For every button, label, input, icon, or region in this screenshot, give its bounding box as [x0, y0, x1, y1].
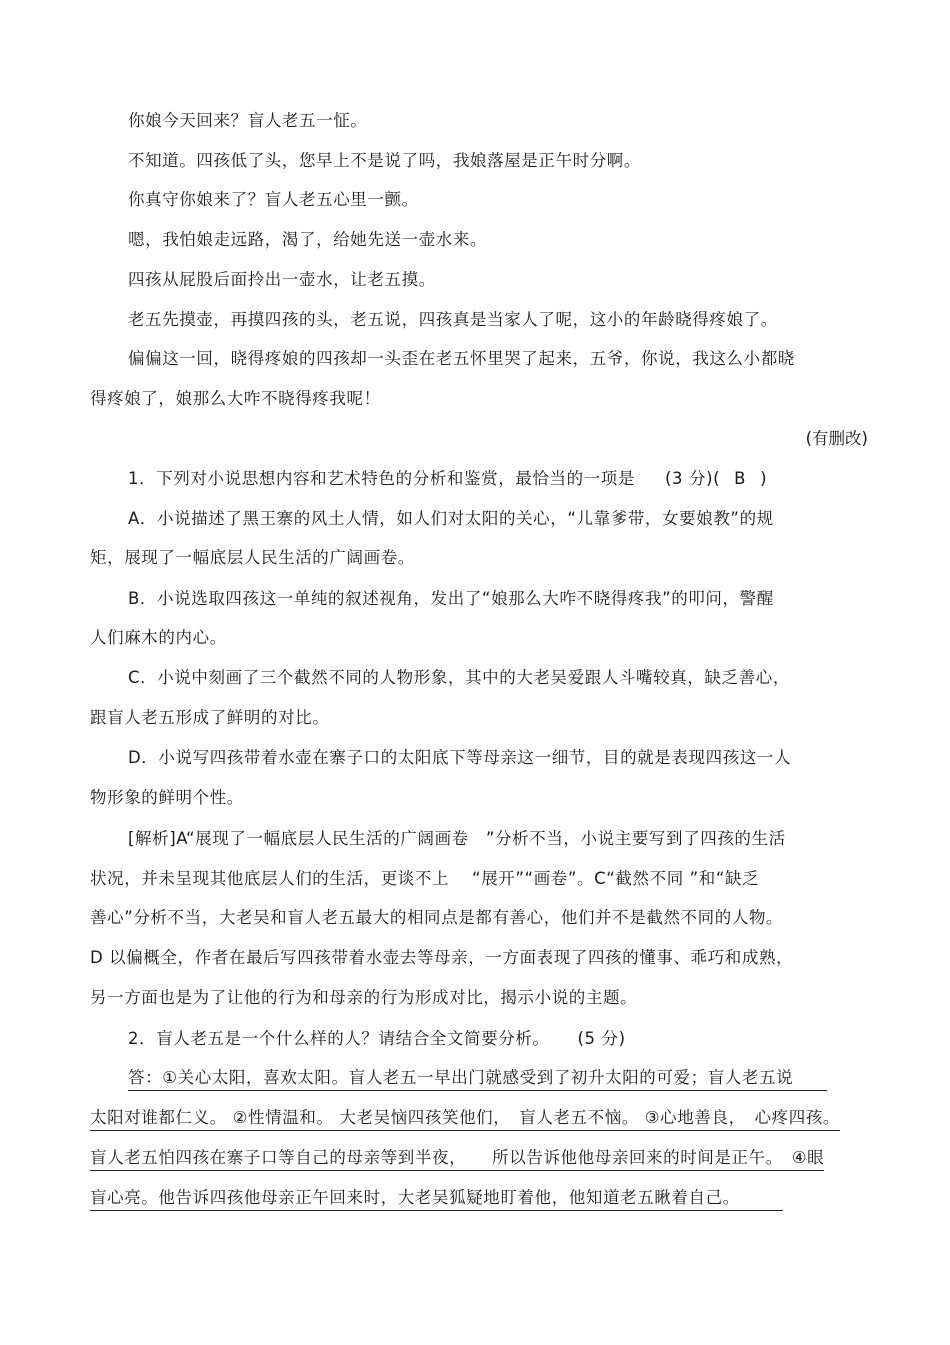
answer-line: 盲心亮。他告诉四孩他母亲正午回来时，大老吴狐疑地盯着他，他知道老五瞅着自己。: [90, 1187, 783, 1211]
answer-line: 太阳对谁都仁义。 ②性情温和。 大老吴恼四孩笑他们， 盲人老五不恼。 ③心地善良， 心疼四孩。: [90, 1107, 840, 1131]
story-paragraph: 四孩从屁股后面拎出一壶水，让老五摸。: [128, 270, 436, 289]
option-b-cont: 人们麻木的内心。: [90, 628, 227, 647]
question-1-stem: [128, 468, 767, 490]
analysis-line: 状况，并未呈现其他底层人们的生活，更谈不上 “展开”“画卷”。C“截然不同 ”和“缺乏: [90, 869, 760, 888]
story-paragraph: 嗯，我怕娘走远路，渴了，给她先送一壶水来。: [128, 230, 488, 249]
question-1-answer: B: [734, 469, 747, 488]
story-paragraph-cont: 得疼娘了，娘那么大咋不晓得疼我呢！: [90, 389, 381, 408]
option-a: A．小说描述了黑王寨的风土人情，如人们对太阳的关心，“儿靠爹带，女要娘教”的规: [128, 509, 774, 528]
option-d: D．小说写四孩带着水壶在寨子口的太阳底下等母亲这一细节，目的就是表现四孩这一人: [128, 748, 792, 767]
question-1-close: ): [760, 469, 768, 488]
question-2-score: (5 分): [577, 1029, 626, 1048]
option-b: B．小说选取四孩这一单纯的叙述视角，发出了“娘那么大咋不晓得疼我”的叩问，警醒: [128, 589, 774, 608]
question-2-stem: [128, 1028, 626, 1050]
option-c-cont: 跟盲人老五形成了鲜明的对比。: [90, 708, 330, 727]
analysis-line: 另一方面也是为了让他的行为和母亲的行为形成对比，揭示小说的主题。: [90, 988, 638, 1007]
analysis-line: [解析]A“展现了一幅底层人民生活的广阔画卷 ”分析不当，小说主要写到了四孩的生活: [128, 829, 786, 848]
analysis-line: 善心”分析不当，大老吴和盲人老五最大的相同点是都有善心，他们并不是截然不同的人物。: [90, 908, 784, 927]
story-paragraph: 不知道。四孩低了头，您早上不是说了吗，我娘落屋是正午时分啊。: [128, 151, 641, 170]
story-paragraph: 老五先摸壶，再摸四孩的头，老五说，四孩真是当家人了呢，这小的年龄晓得疼娘了。: [128, 310, 778, 329]
story-paragraph: 你娘今天回来？盲人老五一怔。: [128, 111, 368, 130]
question-1-score: (3 分)(: [665, 469, 721, 488]
option-a-cont: 矩，展现了一幅底层人民生活的广阔画卷。: [90, 548, 415, 567]
story-paragraph: 偏偏这一回，晓得疼娘的四孩却一头歪在老五怀里哭了起来，五爷，你说，我这么小都晓: [128, 349, 795, 368]
answer-line: 答：①关心太阳，喜欢太阳。盲人老五一早出门就感受到了初升太阳的可爱；盲人老五说: [128, 1067, 827, 1091]
source-note: (有删改): [805, 429, 868, 448]
story-paragraph: 你真守你娘来了？盲人老五心里一颤。: [128, 190, 419, 209]
analysis-line: D 以偏概全，作者在最后写四孩带着水壶去等母亲，一方面表现了四孩的懂事、乖巧和成熟，: [90, 948, 794, 967]
question-2-text: 2．盲人老五是一个什么样的人？请结合全文简要分析。: [128, 1029, 550, 1048]
question-1-text: 1．下列对小说思想内容和艺术特色的分析和鉴赏，最恰当的一项是: [128, 469, 635, 488]
answer-line: 盲人老五怕四孩在寨子口等自己的母亲等到半夜， 所以告诉他他母亲回来的时间是正午。 ④眼: [90, 1147, 824, 1171]
option-d-cont: 物形象的鲜明个性。: [90, 788, 244, 807]
option-c: C．小说中刻画了三个截然不同的人物形象，其中的大老吴爱跟人斗嘴较真，缺乏善心，: [128, 668, 790, 687]
